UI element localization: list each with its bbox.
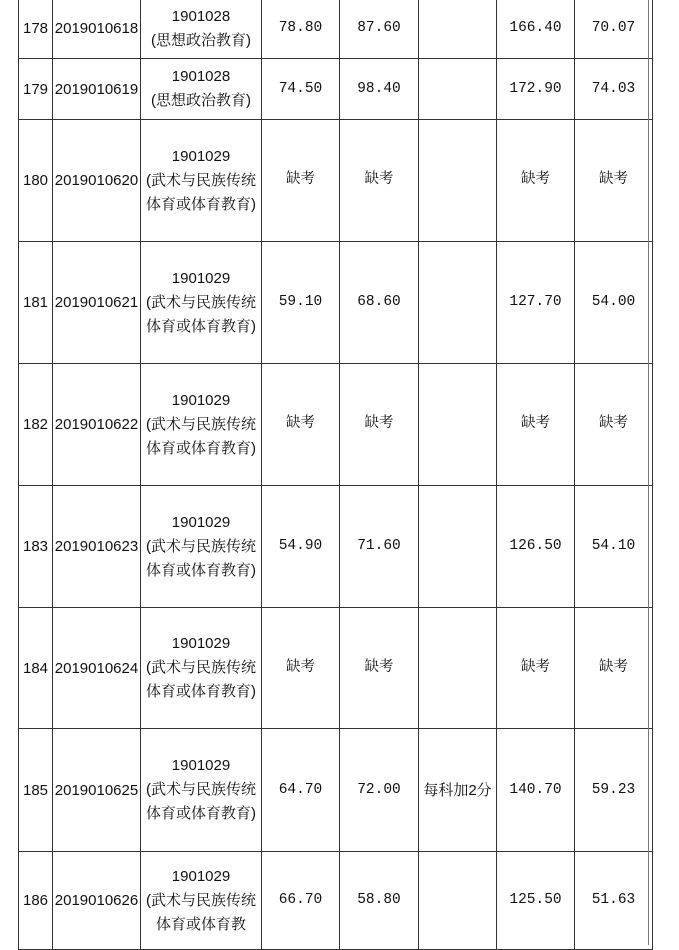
score1-cell: 59.10 [262, 242, 340, 364]
subject-name: (武术与民族传统体育或体育教育) [146, 537, 256, 579]
subject-cell [141, 242, 262, 364]
final-score-cell: 51.63 [575, 852, 653, 950]
exam-number-cell: 2019010624 [53, 608, 141, 729]
subject-name: (武术与民族传统体育或体育教育) [146, 293, 256, 335]
total-cell: 127.70 [497, 242, 575, 364]
subject-cell [141, 486, 262, 608]
total-cell: 缺考 [497, 364, 575, 486]
score2-cell: 68.60 [340, 242, 419, 364]
score2-cell: 缺考 [340, 120, 419, 242]
total-cell: 172.90 [497, 59, 575, 120]
subject-code: 1901029 [171, 513, 231, 531]
note-cell [419, 608, 497, 729]
table-row [19, 608, 653, 729]
subject-code: 1901029 [171, 147, 231, 165]
subject-code: 1901028 [171, 68, 231, 85]
score2-cell: 71.60 [340, 486, 419, 608]
total-cell: 缺考 [497, 120, 575, 242]
table-row [19, 486, 653, 608]
score2-cell: 98.40 [340, 59, 419, 120]
score1-cell: 78.80 [262, 0, 340, 59]
score1-cell: 54.90 [262, 486, 340, 608]
note-cell [419, 852, 497, 950]
subject-name: (武术与民族传统体育或体育教育) [146, 415, 256, 457]
subject-cell [141, 59, 262, 120]
subject-name: (武术与民族传统体育或体育教 [146, 891, 256, 933]
score2-cell: 87.60 [340, 0, 419, 59]
final-score-cell: 缺考 [575, 120, 653, 242]
note-cell [419, 242, 497, 364]
table-row [19, 0, 653, 59]
final-score-cell: 54.10 [575, 486, 653, 608]
table-row [19, 729, 653, 852]
total-cell: 缺考 [497, 608, 575, 729]
score2-cell: 缺考 [340, 364, 419, 486]
score1-cell: 74.50 [262, 59, 340, 120]
seq-cell: 186 [19, 852, 53, 950]
subject-cell [141, 0, 262, 59]
exam-number-cell: 2019010621 [53, 242, 141, 364]
score1-cell: 缺考 [262, 608, 340, 729]
subject-cell [141, 852, 262, 950]
final-score-cell: 70.07 [575, 0, 653, 59]
exam-number-cell: 2019010626 [53, 852, 141, 950]
final-score-cell: 74.03 [575, 59, 653, 120]
seq-cell: 183 [19, 486, 53, 608]
table-row [19, 59, 653, 120]
score2-cell: 58.80 [340, 852, 419, 950]
seq-cell: 178 [19, 0, 53, 59]
seq-cell: 182 [19, 364, 53, 486]
seq-cell: 185 [19, 729, 53, 852]
subject-cell [141, 120, 262, 242]
score1-cell: 64.70 [262, 729, 340, 852]
score-table [18, 0, 653, 950]
score2-cell: 72.00 [340, 729, 419, 852]
subject-code: 1901029 [171, 867, 231, 885]
score1-cell: 66.70 [262, 852, 340, 950]
subject-name: (武术与民族传统体育或体育教育) [146, 659, 256, 700]
page-edge-divider [648, 0, 649, 945]
exam-number-cell: 2019010619 [53, 59, 141, 120]
subject-name: (武术与民族传统体育或体育教育) [146, 171, 256, 213]
subject-code: 1901029 [171, 635, 231, 652]
final-score-cell: 缺考 [575, 364, 653, 486]
table-row [19, 242, 653, 364]
final-score-cell: 缺考 [575, 608, 653, 729]
note-cell: 每科加2分 [419, 729, 497, 852]
subject-code: 1901029 [171, 391, 231, 409]
exam-number-cell: 2019010622 [53, 364, 141, 486]
score1-cell: 缺考 [262, 120, 340, 242]
exam-number-cell: 2019010625 [53, 729, 141, 852]
final-score-cell: 54.00 [575, 242, 653, 364]
note-cell [419, 486, 497, 608]
table-row [19, 120, 653, 242]
seq-cell: 184 [19, 608, 53, 729]
subject-cell [141, 729, 262, 852]
subject-name: (思想政治教育) [151, 31, 251, 49]
score1-cell: 缺考 [262, 364, 340, 486]
seq-cell: 181 [19, 242, 53, 364]
table-row [19, 364, 653, 486]
subject-code: 1901029 [171, 757, 231, 774]
exam-number-cell: 2019010623 [53, 486, 141, 608]
table-row [19, 852, 653, 950]
subject-name: (思想政治教育) [151, 92, 251, 109]
subject-name: (武术与民族传统体育或体育教育) [146, 781, 256, 822]
total-cell: 125.50 [497, 852, 575, 950]
exam-number-cell: 2019010620 [53, 120, 141, 242]
score2-cell: 缺考 [340, 608, 419, 729]
seq-cell: 179 [19, 59, 53, 120]
subject-cell [141, 364, 262, 486]
note-cell [419, 364, 497, 486]
subject-code: 1901028 [171, 7, 231, 25]
final-score-cell: 59.23 [575, 729, 653, 852]
total-cell: 140.70 [497, 729, 575, 852]
total-cell: 126.50 [497, 486, 575, 608]
seq-cell: 180 [19, 120, 53, 242]
note-cell [419, 120, 497, 242]
subject-code: 1901029 [171, 269, 231, 287]
note-cell [419, 59, 497, 120]
total-cell: 166.40 [497, 0, 575, 59]
note-cell [419, 0, 497, 59]
exam-number-cell: 2019010618 [53, 0, 141, 59]
subject-cell [141, 608, 262, 729]
